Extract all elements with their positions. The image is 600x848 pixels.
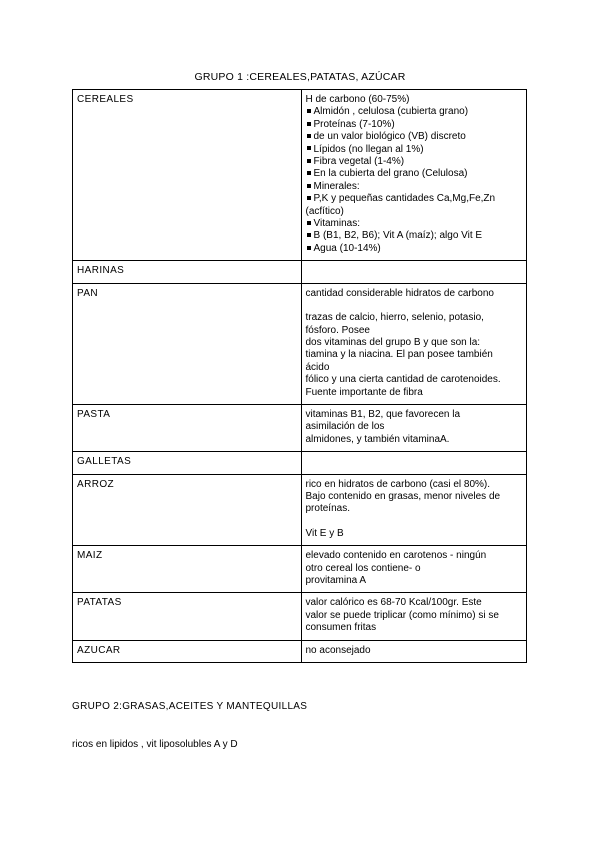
- line-text: fólico y una cierta cantidad de carotenoides.: [305, 374, 501, 386]
- line-text: ácido: [305, 361, 330, 373]
- line-text: cantidad considerable hidratos de carbono: [305, 287, 494, 299]
- square-bullet-icon: [307, 246, 311, 250]
- blank-line: [306, 516, 523, 528]
- food-description-cell: [301, 452, 527, 474]
- line-text: P,K y pequeñas cantidades Ca,Mg,Fe,Zn: [313, 193, 496, 205]
- line-text: Almidón , celulosa (cubierta grano): [313, 106, 469, 118]
- table-row: [73, 261, 527, 283]
- line-text: Bajo contenido en grasas, menor niveles de: [305, 490, 501, 502]
- text-line: [306, 597, 523, 609]
- text-line: [306, 575, 523, 587]
- table-row: [73, 593, 527, 640]
- square-bullet-icon: [307, 159, 311, 163]
- food-description-cell: [301, 640, 527, 662]
- square-bullet-icon: [307, 146, 311, 150]
- line-text: otro cereal los contiene- o: [305, 562, 421, 574]
- food-description-cell: [301, 546, 527, 593]
- line-text: proteínas.: [305, 503, 350, 515]
- text-line: [306, 325, 523, 337]
- food-name-cell: ARROZ: [73, 474, 302, 546]
- bullet-line: [306, 243, 523, 255]
- line-text: Fibra vegetal (1-4%): [313, 156, 405, 168]
- food-name-cell: PASTA: [73, 404, 302, 451]
- bullet-line: [306, 181, 523, 193]
- text-line: [306, 491, 523, 503]
- square-bullet-icon: [307, 221, 311, 225]
- text-line: [306, 503, 523, 515]
- table-row: [73, 474, 527, 546]
- blank-line: [306, 300, 523, 312]
- square-bullet-icon: [307, 134, 311, 138]
- bullet-line: [306, 218, 523, 230]
- text-line: [306, 622, 523, 634]
- line-text: H de carbono (60-75%): [305, 94, 410, 105]
- text-line: [306, 362, 523, 374]
- line-text: Minerales:: [313, 180, 360, 192]
- line-text: B (B1, B2, B6); Vit A (maíz); algo Vit E: [313, 230, 483, 242]
- line-text: vitaminas B1, B2, que favorecen la: [305, 408, 461, 420]
- food-description-cell: [301, 283, 527, 404]
- bullet-line: [306, 106, 523, 118]
- text-line: [306, 94, 523, 106]
- line-text: valor calórico es 68-70 Kcal/100gr. Este: [305, 597, 482, 609]
- line-text: provitamina A: [305, 575, 367, 586]
- food-name-cell: CEREALES: [73, 90, 302, 261]
- line-text: Agua (10-14%): [313, 242, 381, 254]
- food-name-cell: HARINAS: [73, 261, 302, 283]
- text-line: [306, 563, 523, 575]
- line-text: Proteínas (7-10%): [313, 118, 395, 130]
- bullet-line: [306, 144, 523, 156]
- text-line: [306, 434, 523, 446]
- line-text: fósforo. Posee: [305, 324, 370, 336]
- line-text: (acfítico): [305, 205, 344, 217]
- line-text: asimilación de los: [305, 421, 385, 433]
- line-text: elevado contenido en carotenos - ningún: [305, 550, 487, 562]
- line-text: Lípidos (no llegan al 1%): [313, 143, 424, 155]
- line-text: de un valor biológico (VB) discreto: [313, 131, 466, 143]
- text-line: [306, 421, 523, 433]
- group2-description: ricos en lipidos , vit liposolubles A y D: [72, 739, 238, 750]
- text-line: [306, 288, 523, 300]
- text-line: [306, 312, 523, 324]
- food-name-cell: AZUCAR: [73, 640, 302, 662]
- square-bullet-icon: [307, 184, 311, 188]
- food-description-cell: [301, 90, 527, 261]
- text-line: [306, 206, 523, 218]
- square-bullet-icon: [307, 233, 311, 237]
- square-bullet-icon: [307, 196, 311, 200]
- line-text: rico en hidratos de carbono (casi el 80%).: [305, 478, 491, 490]
- line-text: dos vitaminas del grupo B y que son la:: [305, 336, 481, 348]
- text-line: [306, 409, 523, 421]
- text-line: [306, 387, 523, 399]
- line-text: En la cubierta del grano (Celulosa): [313, 168, 468, 180]
- line-text: Vitaminas:: [313, 218, 361, 230]
- square-bullet-icon: [307, 171, 311, 175]
- line-text: Vit E y B: [305, 527, 344, 539]
- food-description-cell: [301, 404, 527, 451]
- group2-title: GRUPO 2:GRASAS,ACEITES Y MANTEQUILLAS: [72, 701, 308, 712]
- line-text: valor se puede triplicar (como mínimo) si se: [305, 609, 499, 621]
- line-text: trazas de calcio, hierro, selenio, potasio,: [305, 312, 484, 324]
- table-row: [73, 546, 527, 593]
- food-name-cell: GALLETAS: [73, 452, 302, 474]
- text-line: [306, 337, 523, 349]
- text-line: [306, 528, 523, 540]
- food-name-cell: PATATAS: [73, 593, 302, 640]
- table-row: [73, 452, 527, 474]
- food-name-cell: MAIZ: [73, 546, 302, 593]
- table-row: [73, 283, 527, 404]
- food-description-cell: [301, 474, 527, 546]
- table-row: [73, 640, 527, 662]
- square-bullet-icon: [307, 122, 311, 126]
- bullet-line: [306, 119, 523, 131]
- text-line: [306, 550, 523, 562]
- line-text: no aconsejado: [305, 644, 371, 656]
- food-description-cell: [301, 593, 527, 640]
- group1-title: GRUPO 1 :CEREALES,PATATAS, AZÚCAR: [194, 71, 406, 83]
- bullet-line: [306, 131, 523, 143]
- text-line: [306, 479, 523, 491]
- table-row: [73, 404, 527, 451]
- table-row: [73, 90, 527, 261]
- bullet-line: [306, 230, 523, 242]
- text-line: [306, 610, 523, 622]
- line-text: tiamina y la niacina. El pan posee también: [305, 349, 493, 361]
- text-line: [306, 645, 523, 657]
- line-text: consumen fritas: [305, 622, 377, 634]
- line-text: Fuente importante de fibra: [305, 386, 423, 398]
- food-group-table: [72, 89, 527, 663]
- bullet-line: [306, 168, 523, 180]
- text-line: [306, 374, 523, 386]
- square-bullet-icon: [307, 109, 311, 113]
- food-description-cell: [301, 261, 527, 283]
- bullet-line: [306, 156, 523, 168]
- bullet-line: [306, 193, 523, 205]
- food-name-cell: PAN: [73, 283, 302, 404]
- line-text: almidones, y también vitaminaA.: [305, 433, 450, 445]
- text-line: [306, 349, 523, 361]
